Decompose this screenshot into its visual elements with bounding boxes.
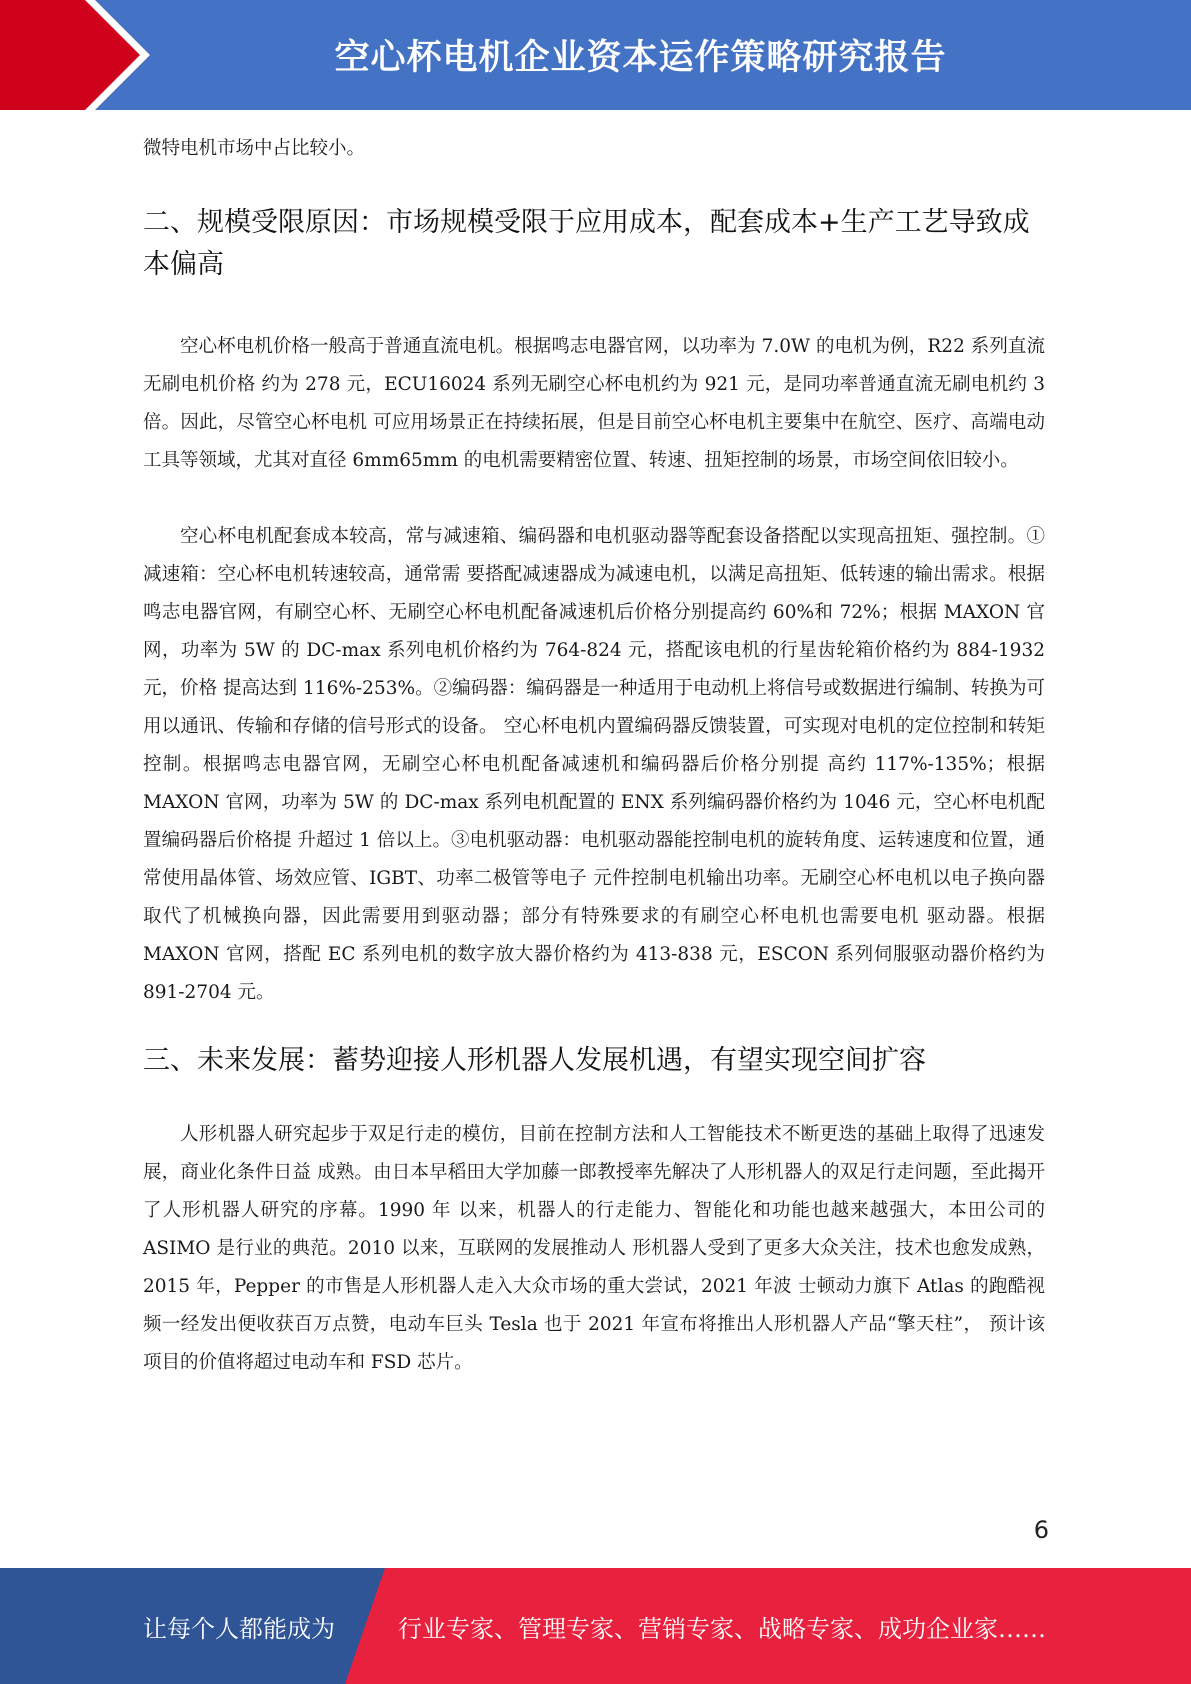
intro-line: 微特电机市场中占比较小。 [143, 138, 366, 159]
section-heading-2: 二、规模受限原因：市场规模受限于应用成本，配套成本+生产工艺导致成本偏高 [143, 207, 1030, 280]
footer-slogan-right: 行业专家、管理专家、营销专家、战略专家、成功企业家…… [398, 1614, 1046, 1643]
page-number: 6 [1033, 1516, 1049, 1544]
paragraph-humanoid: 人形机器人研究起步于双足行走的模仿，目前在控制方法和人工智能技术不断更迭的基础上取得了迅速发展，商业化条件日益 成熟。由日本早稻田大学加藤一郎教授率先解决了人形机器人的双足行走问题，至此揭开了人形机器人研究的序幕。1990 年 以来，机器人的行走能力、智能化和功能也越来越强大，本田公司的 ASIMO 是行业的典范。2010 以来，互联网的发展推动人 形机器人受到了更多大众关注，技术也愈发成熟，2015 年，Pepper 的市售是人形机器人走入大众市场的重大尝试，2021 年波 士顿动力旗下 Atlas 的跑酷视频一经发出便收获百万点赞，电动车巨头 Tesla 也于 2021 年宣布将推出人形机器人产品“擎天柱”， 预计该项目的价值将超过电动车和 FSD 芯片。 [143, 1124, 1045, 1373]
paragraph-cost: 空心杯电机价格一般高于普通直流电机。根据鸣志电器官网，以功率为 7.0W 的电机为例，R22 系列直流无刷电机价格 约为 278 元，ECU16024 系列无刷空心杯电机约为 921 元，是同功率普通直流无刷电机约 3 倍。因此，尽管空心杯电机 可应用场景正在持续拓展，但是目前空心杯电机主要集中在航空、医疗、高端电动工具等领域，尤其对直径 6mm65mm 的电机需要精密位置、转速、扭矩控制的场景，市场空间依旧较小。 [143, 336, 1045, 471]
footer-slogan-left: 让每个人都能成为 [143, 1614, 335, 1643]
section-heading-3: 三、未来发展：蓄势迎接人形机器人发展机遇，有望实现空间扩容 [143, 1045, 926, 1076]
paragraph-accessories: 空心杯电机配套成本较高，常与减速箱、编码器和电机驱动器等配套设备搭配以实现高扭矩、强控制。①减速箱：空心杯电机转速较高，通常需 要搭配减速器成为减速电机，以满足高扭矩、低转速的输出需求。根据鸣志电器官网，有刷空心杯、无刷空心杯电机配备减速机后价格分别提高约 60%和 72%；根据 MAXON 官网，功率为 5W 的 DC-max 系列电机价格约为 764-824 元，搭配该电机的行星齿轮箱价格约为 884-1932 元，价格 提高达到 116%-253%。②编码器：编码器是一种适用于电动机上将信号或数据进行编制、转换为可用以通讯、传输和存储的信号形式的设备。 空心杯电机内置编码器反馈装置，可实现对电机的定位控制和转矩控制。根据鸣志电器官网，无刷空心杯电机配备减速机和编码器后价格分别提 高约 117%-135%；根据 MAXON 官网，功率为 5W 的 DC-max 系列电机配置的 ENX 系列编码器价格约为 1046 元，空心杯电机配置编码器后价格提 升超过 1 倍以上。③电机驱动器：电机驱动器能控制电机的旋转角度、运转速度和位置，通常使用晶体管、场效应管、IGBT、功率二极管等电子 元件控制电机输出功率。无刷空心杯电机以电子换向器取代了机械换向器，因此需要用到驱动器；部分有特殊要求的有刷空心杯电机也需要电机 驱动器。根据 MAXON 官网，搭配 EC 系列电机的数字放大器价格约为 413-838 元，ESCON 系列伺服驱动器价格约为 891-2704 元。 [143, 526, 1045, 1003]
report-title: 空心杯电机企业资本运作策略研究报告 [334, 38, 947, 78]
main-content [143, 130, 1045, 1382]
page-header [0, 0, 1191, 110]
page-footer [0, 1568, 1191, 1684]
